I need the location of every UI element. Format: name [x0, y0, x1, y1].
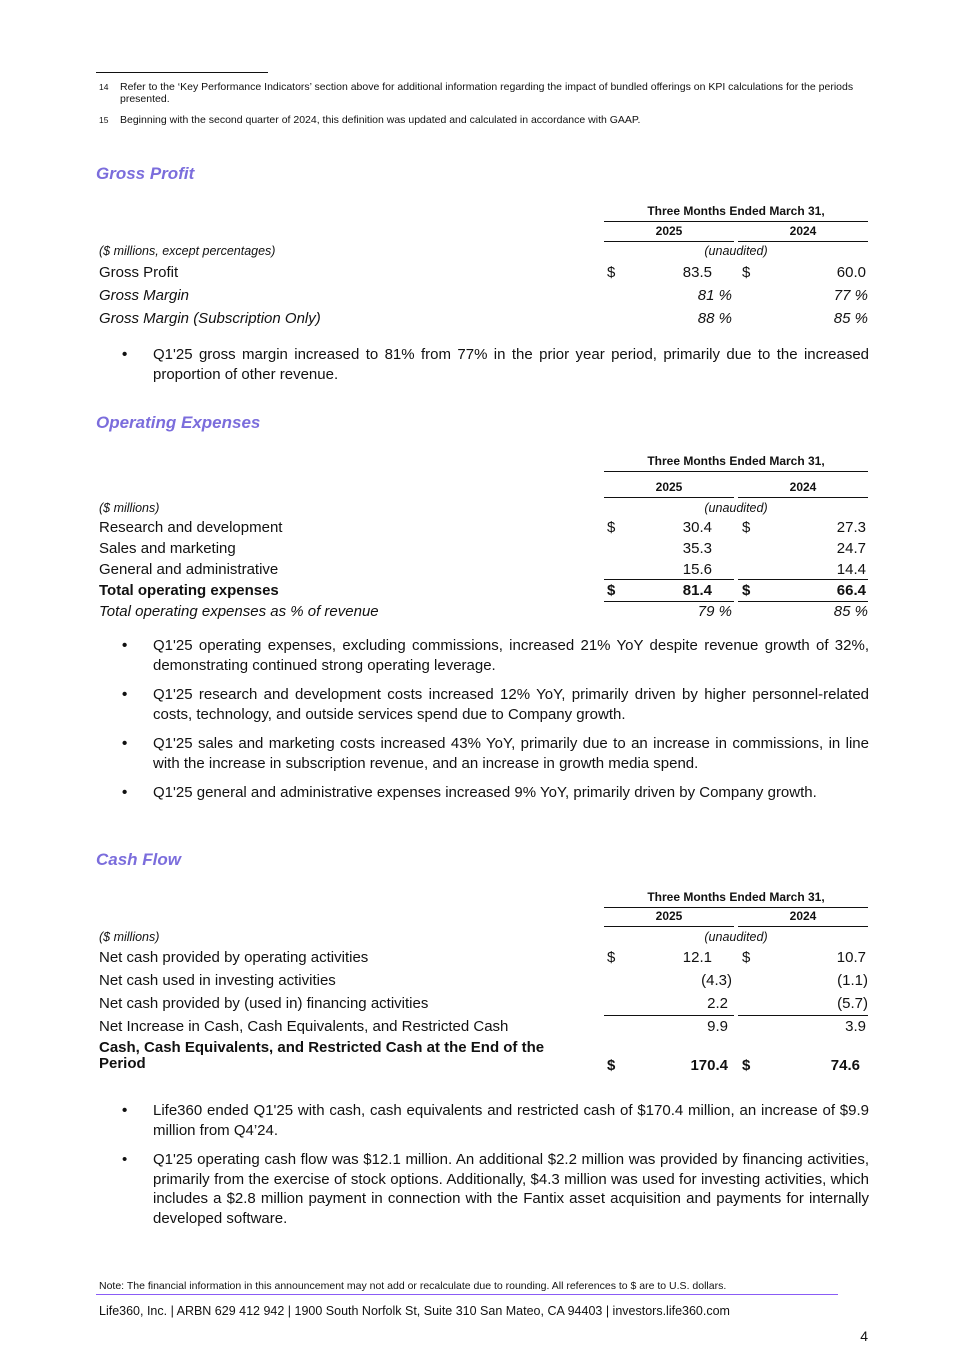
- value-2024: 27.3: [836, 519, 866, 536]
- footnotes: [96, 72, 868, 135]
- value-2024: 24.7: [836, 540, 866, 557]
- table-row: [99, 561, 868, 581]
- dollar-sign: $: [742, 1057, 751, 1074]
- list-item: [119, 636, 869, 675]
- row-label: Net cash provided by (used in) financing activities: [99, 995, 429, 1012]
- company-footer: Life360, Inc. | ARBN 629 412 942 | 1900 South Norfolk St, Suite 310 San Mateo, CA 94403 | investors.life360.com: [99, 1304, 730, 1318]
- footnote-text: Beginning with the second quarter of 2024, this definition was updated and calculated in accordance with GAAP.: [120, 114, 641, 126]
- value-2025: 30.4: [682, 519, 712, 536]
- row-label: Gross Profit: [99, 264, 179, 281]
- footnote-rule: [96, 72, 268, 73]
- value-2025: 81 %: [697, 287, 732, 304]
- table-row: [99, 310, 868, 330]
- dollar-sign: $: [607, 1057, 616, 1074]
- value-2024: 60.0: [836, 264, 866, 281]
- unaudited-label: (unaudited): [704, 930, 768, 944]
- year-2025-header: 2025: [604, 909, 734, 927]
- units-label: ($ millions): [99, 930, 160, 944]
- bullet-text: Q1'25 sales and marketing costs increased 43% YoY, primarily due to an increase in commissions, in line with the increase in subscription revenue, and an increase in growth media spend.: [153, 735, 869, 772]
- footnote: [96, 114, 868, 126]
- bullet-point: •: [122, 637, 128, 654]
- row-label: Net Increase in Cash, Cash Equivalents, and Restricted Cash: [99, 1018, 509, 1035]
- table-row: [99, 995, 868, 1015]
- operating-expenses-bullets: [119, 636, 869, 813]
- row-label-line: Cash, Cash Equivalents, and Restricted Cash at the End of the: [99, 1039, 545, 1056]
- value-2025: 83.5: [682, 264, 712, 281]
- row-label: Sales and marketing: [99, 540, 236, 557]
- year-2025-header: 2025: [604, 224, 734, 242]
- value-2025: 2.2: [707, 995, 728, 1012]
- bullet-text: Q1'25 operating expenses, excluding commissions, increased 21% YoY despite revenue growth of 32%, demonstrating continued strong operating leverage.: [153, 637, 869, 674]
- rounding-note: Note: The financial information in this announcement may not add or recalculate due to rounding. All references to $ are to U.S. dollars.: [99, 1280, 727, 1292]
- dollar-sign: $: [607, 264, 616, 281]
- unaudited-label: (unaudited): [704, 501, 768, 515]
- value-2025: 81.4: [682, 582, 712, 599]
- row-label: Gross Margin: [99, 287, 190, 304]
- bullet-point: •: [122, 784, 128, 801]
- dollar-sign: $: [742, 264, 751, 281]
- subtotal-rule: [738, 579, 868, 580]
- row-label: [99, 1040, 544, 1072]
- footnote-number: 15: [99, 115, 109, 125]
- value-2025: 12.1: [682, 949, 712, 966]
- table-row: [99, 264, 868, 284]
- units-label: ($ millions, except percentages): [99, 244, 276, 258]
- subtotal-rule: [604, 1015, 734, 1016]
- table-row-total: [99, 582, 868, 602]
- value-2025: 170.4: [690, 1057, 728, 1074]
- period-header: Three Months Ended March 31,: [604, 454, 868, 472]
- value-2025: 15.6: [682, 561, 712, 578]
- value-2024: 66.4: [836, 582, 866, 599]
- table-row: [99, 287, 868, 307]
- row-label: Net cash used in investing activities: [99, 972, 336, 989]
- bullet-text: Q1'25 gross margin increased to 81% from 77% in the prior year period, primarily due to the increased proportion of other revenue.: [153, 346, 869, 383]
- value-2024: 10.7: [836, 949, 866, 966]
- cash-flow-bullets: [119, 1101, 869, 1238]
- value-2025: 35.3: [682, 540, 712, 557]
- operating-expenses-title: Operating Expenses: [96, 413, 261, 432]
- table-row: [99, 540, 868, 560]
- subtotal-rule: [738, 1015, 868, 1016]
- dollar-sign: $: [742, 519, 751, 536]
- row-label: Research and development: [99, 519, 283, 536]
- footer-rule: [96, 1294, 838, 1295]
- year-2024-header: 2024: [738, 224, 868, 242]
- value-2025: 79 %: [697, 603, 732, 620]
- bullet-text: Q1'25 research and development costs increased 12% YoY, primarily driven by higher personnel-related costs, technology, and outside services spend due to Company growth.: [153, 686, 869, 723]
- list-item: [119, 783, 869, 803]
- bullet-text: Q1'25 general and administrative expenses increased 9% YoY, primarily driven by Company growth.: [153, 784, 817, 801]
- dollar-sign: $: [742, 582, 751, 599]
- row-label-line: Period: [99, 1055, 146, 1072]
- bullet-text: Q1'25 operating cash flow was $12.1 million. An additional $2.2 million was provided by financing activities, primarily from the exercise of stock options. Additionally, $4.3 million was used for investing activities, which includes a $2.8 million payment in connection with the Fantix asset acquisition and payments for internally developed software.: [153, 1151, 869, 1227]
- bullet-point: •: [122, 735, 128, 752]
- value-2025: 9.9: [707, 1018, 728, 1035]
- value-2024: 74.6: [830, 1057, 860, 1074]
- value-2024: 77 %: [833, 287, 868, 304]
- value-2024: 3.9: [845, 1018, 866, 1035]
- list-item: [119, 1101, 869, 1140]
- list-item: [119, 685, 869, 724]
- row-label: Gross Margin (Subscription Only): [99, 310, 321, 327]
- footnote-number: 14: [99, 82, 109, 92]
- total-rule: [604, 601, 734, 602]
- period-header: Three Months Ended March 31,: [604, 890, 868, 908]
- value-2025: (4.3): [701, 972, 732, 989]
- value-2024: (1.1): [837, 972, 868, 989]
- dollar-sign: $: [607, 582, 616, 599]
- footnote: [96, 81, 868, 105]
- list-item: [119, 1150, 869, 1228]
- value-2024: 85 %: [833, 603, 868, 620]
- dollar-sign: $: [742, 949, 751, 966]
- row-label: Total operating expenses: [99, 582, 279, 599]
- subtotal-rule: [604, 579, 734, 580]
- table-row: [99, 1018, 868, 1038]
- year-2025-header: 2025: [604, 480, 734, 498]
- year-2024-header: 2024: [738, 909, 868, 927]
- period-header: Three Months Ended March 31,: [604, 204, 868, 222]
- row-label: Net cash provided by operating activities: [99, 949, 369, 966]
- cash-flow-title: Cash Flow: [96, 850, 182, 869]
- units-label: ($ millions): [99, 501, 160, 515]
- value-2024: 85 %: [833, 310, 868, 327]
- dollar-sign: $: [607, 949, 616, 966]
- list-item: [119, 734, 869, 773]
- table-row: [99, 603, 868, 623]
- table-row: [99, 949, 868, 969]
- page-number: 4: [860, 1328, 868, 1344]
- value-2024: (5.7): [837, 995, 868, 1012]
- footnote-text: Refer to the ‘Key Performance Indicators’ section above for additional information regarding the impact of bundled offerings on KPI calculations for the periods presented.: [120, 81, 854, 105]
- table-row: [99, 519, 868, 539]
- list-item: [119, 345, 869, 384]
- row-label: Total operating expenses as % of revenue: [99, 603, 379, 620]
- year-2024-header: 2024: [738, 480, 868, 498]
- gross-profit-title: Gross Profit: [96, 164, 195, 183]
- unaudited-label: (unaudited): [704, 244, 768, 258]
- total-rule: [738, 601, 868, 602]
- bullet-point: •: [122, 346, 128, 363]
- table-row-total: [99, 1040, 868, 1076]
- row-label: General and administrative: [99, 561, 279, 578]
- gross-profit-bullets: [119, 345, 869, 394]
- value-2025: 88 %: [697, 310, 732, 327]
- dollar-sign: $: [607, 519, 616, 536]
- table-row: [99, 972, 868, 992]
- value-2024: 14.4: [836, 561, 866, 578]
- bullet-point: •: [122, 686, 128, 703]
- bullet-point: •: [122, 1151, 128, 1168]
- bullet-text: Life360 ended Q1'25 with cash, cash equivalents and restricted cash of $170.4 million, an increase of $9.9 million from Q4’24.: [153, 1102, 869, 1139]
- bullet-point: •: [122, 1102, 128, 1119]
